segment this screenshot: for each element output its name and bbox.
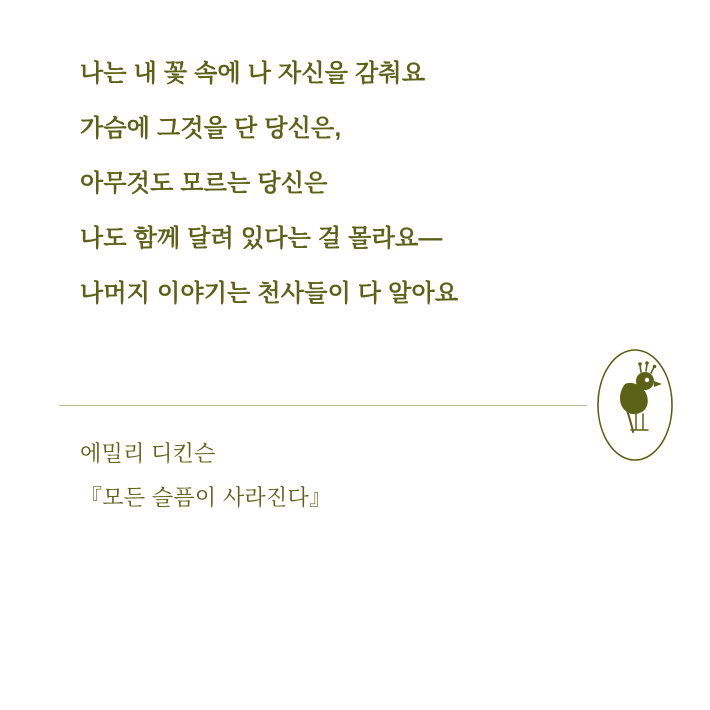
author-name: 에밀리 디킨슨	[80, 441, 216, 466]
poem-line: 가슴에 그것을 단 당신은,	[80, 115, 342, 142]
attribution-block	[80, 432, 640, 520]
horizontal-divider	[59, 405, 587, 406]
poem-line: 나머지 이야기는 천사들이 다 알아요	[80, 280, 459, 307]
poem-line: 아무것도 모르는 당신은	[80, 170, 328, 197]
poem-block	[80, 46, 640, 321]
poem-line: 나는 내 꽃 속에 나 자신을 감춰요	[80, 60, 426, 87]
poem-line: 나도 함께 달려 있다는 걸 몰라요—	[80, 225, 443, 252]
source-title: 『모든 슬픔이 사라진다』	[80, 485, 332, 510]
